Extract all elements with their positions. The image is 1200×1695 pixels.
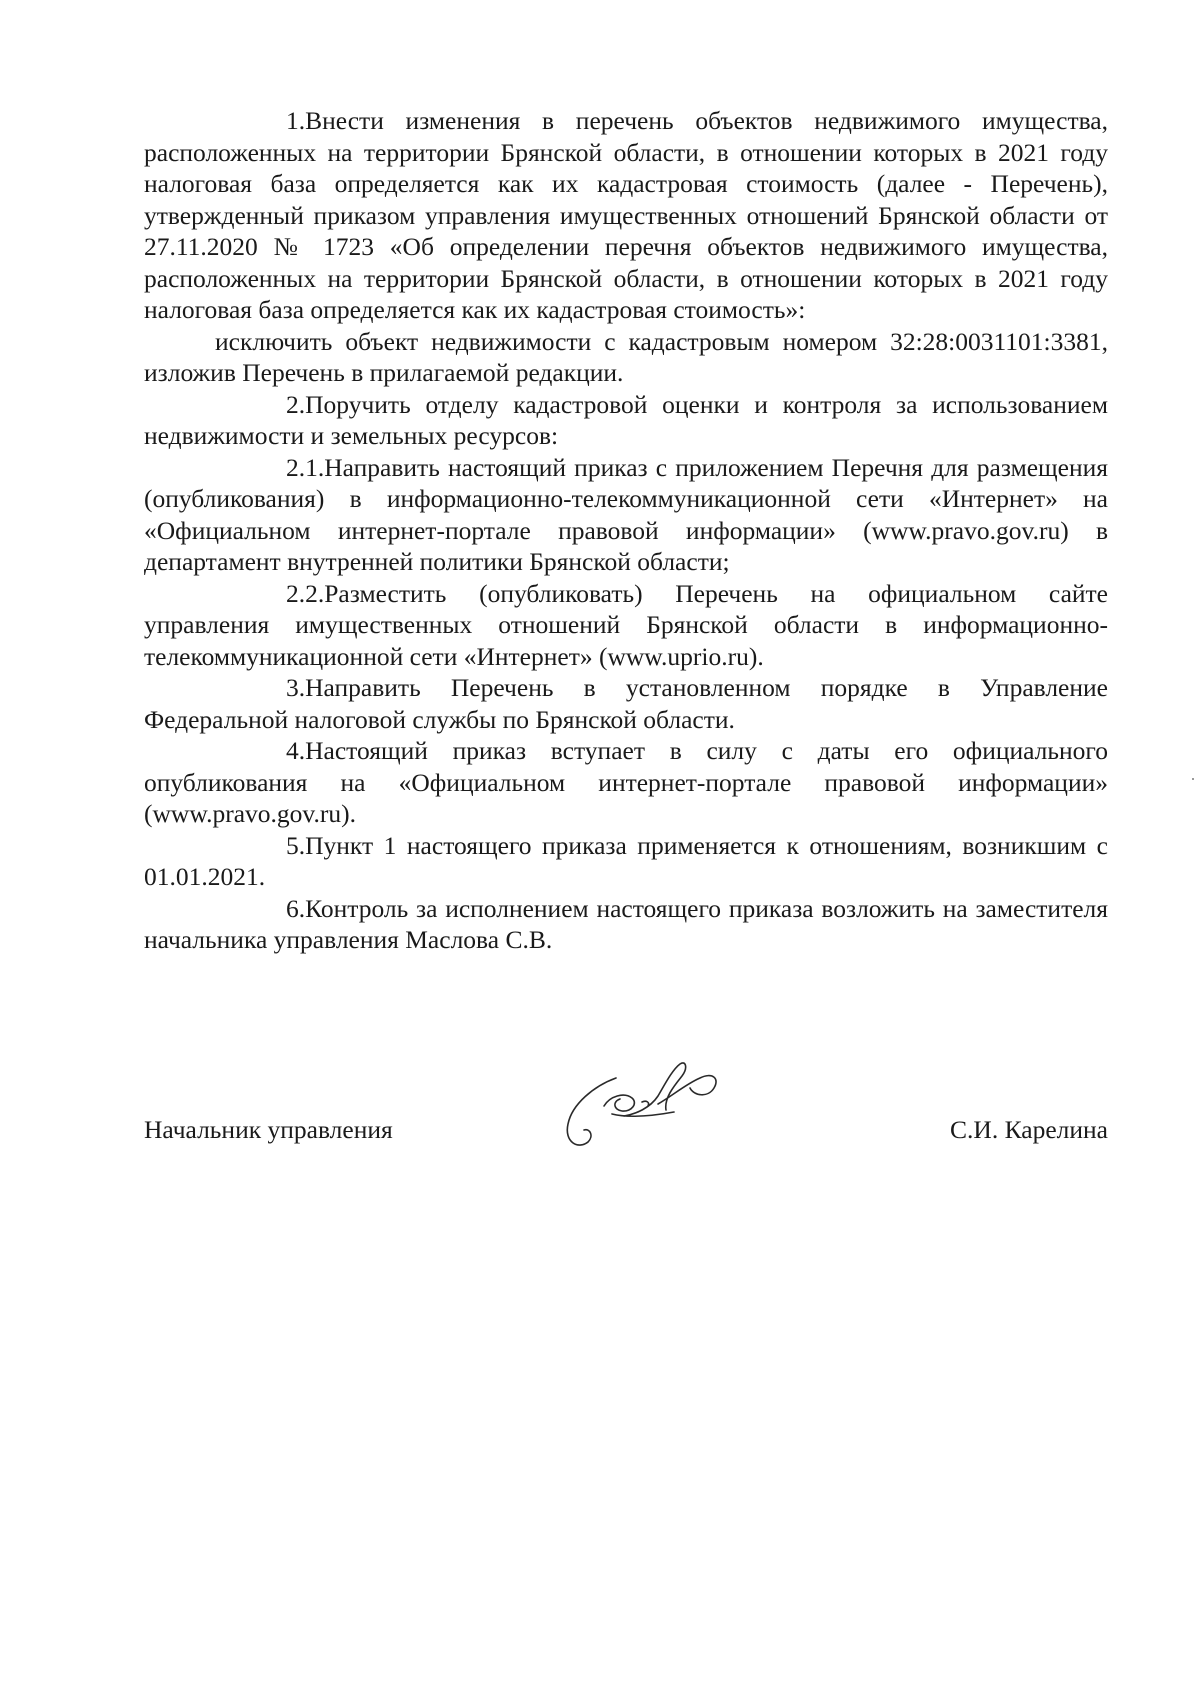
paragraph-number: 2.1. <box>286 452 325 482</box>
paragraph-4 <box>144 735 1108 830</box>
document-body <box>144 105 1108 956</box>
paragraph-number: 1. <box>286 106 306 135</box>
paragraph-number: 3. <box>286 673 306 702</box>
paragraph-6 <box>144 893 1108 956</box>
paragraph-text: Контроль за исполнением настоящего приказа возложить на заместителя начальника управления Маслова С.В. <box>144 893 1108 954</box>
paragraph-2-1 <box>144 452 1108 578</box>
scan-artifact <box>1192 778 1194 780</box>
paragraph-text: Разместить (опубликовать) Перечень на официальном сайте управления имущественных отношений Брянской области в информационно-телекоммуникационной сети «Интернет» (www.uprio.ru). <box>144 578 1108 671</box>
handwritten-signature-icon <box>554 1056 729 1156</box>
paragraph-text: Пункт 1 настоящего приказа применяется к отношениям, возникшим с 01.01.2021. <box>144 830 1108 891</box>
paragraph-2-2 <box>144 578 1108 673</box>
signatory-name: С.И. Карелина <box>950 1115 1108 1144</box>
paragraph-number: 4. <box>286 736 306 765</box>
paragraph-text: Настоящий приказ вступает в силу с даты его официального опубликования на «Официальном интернет-портале правовой информации» (www.pravo.gov.ru). <box>144 736 1108 828</box>
paragraph-number: 5. <box>286 830 306 860</box>
paragraph-1 <box>144 105 1108 326</box>
paragraph-text: Направить Перечень в установленном порядке в Управление Федеральной налоговой службы по Брянской области. <box>144 673 1108 734</box>
signature-block <box>144 1106 1108 1166</box>
paragraph-text: исключить объект недвижимости с кадастровым номером 32:28:0031101:3381, изложив Перечень в прилагаемой редакции. <box>144 326 1108 387</box>
paragraph-text: Поручить отделу кадастровой оценки и контроля за использованием недвижимости и земельных ресурсов: <box>144 389 1108 450</box>
paragraph-number: 2.2. <box>286 578 325 608</box>
paragraph-2 <box>144 389 1108 452</box>
paragraph-5 <box>144 830 1108 893</box>
signatory-position: Начальник управления <box>144 1115 393 1144</box>
paragraph-text: Внести изменения в перечень объектов недвижимого имущества, расположенных на территории Брянской области, в отношении которых в 2021 году налоговая база определяется как их кадастровая стоимость (далее - Перечень), утвержденный приказом управления имущественных отношений Брянской области от 27.11.2020 № 1723 «Об определении перечня объектов недвижимого имущества, расположенных на территории Брянской области, в отношении которых в 2021 году налоговая база определяется как их кадастровая стоимость»: <box>144 106 1108 324</box>
paragraph-text: Направить настоящий приказ с приложением Перечня для размещения (опубликования) в информационно-телекоммуникационной сети «Интернет» на «Официальном интернет-портале правовой информации» (www.pravo.gov.ru) в департамент внутренней политики Брянской области; <box>144 452 1108 576</box>
paragraph-number: 2. <box>286 389 306 419</box>
paragraph-number: 6. <box>286 893 306 923</box>
paragraph-3 <box>144 672 1108 735</box>
paragraph-1-exclusion <box>144 326 1108 389</box>
